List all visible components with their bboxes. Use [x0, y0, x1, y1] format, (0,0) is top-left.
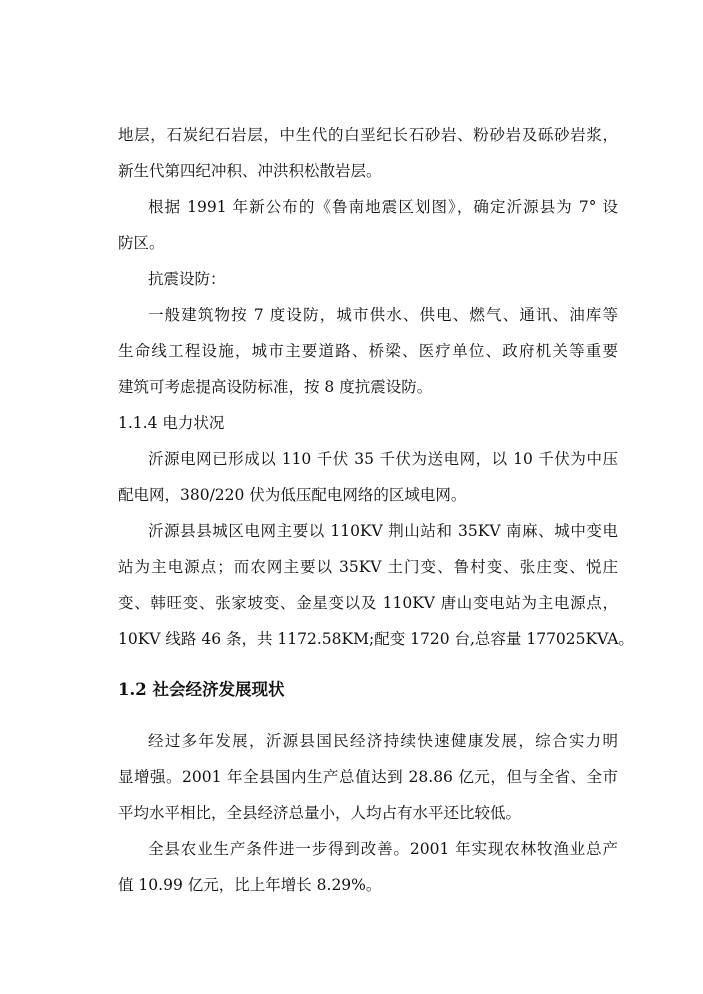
paragraph-grid-line-1: 沂源电网已形成以 110 千伏 35 千伏为送电网，以 10 千伏为中压	[148, 450, 618, 468]
paragraph-defense-line-1: 一般建筑物按 7 度设防，城市供水、供电、燃气、通讯、油库等	[148, 306, 618, 324]
paragraph-geology-line-2: 新生代第四纪冲积、冲洪积松散岩层。	[118, 162, 382, 180]
paragraph-defense-line-2: 生命线工程设施，城市主要道路、桥梁、医疗单位、政府机关等重要	[118, 342, 618, 360]
paragraph-substation-line-1: 沂源县县城区电网主要以 110KV 荆山站和 35KV 南麻、城中变电	[148, 522, 618, 540]
paragraph-economy-line-3: 平均水平相比，全县经济总量小，人均占有水平还比较低。	[118, 804, 522, 822]
paragraph-seismic-line-2: 防区。	[118, 234, 165, 252]
section-heading-power: 1.1.4 电力状况	[118, 414, 225, 432]
paragraph-seismic-line-1: 根据 1991 年新公布的《鲁南地震区划图》，确定沂源县为 7° 设	[148, 198, 618, 216]
paragraph-grid-line-2: 配电网，380/220 伏为低压配电网络的区域电网。	[118, 486, 467, 504]
paragraph-agriculture-line-1: 全县农业生产条件进一步得到改善。2001 年实现农林牧渔业总产	[148, 840, 618, 858]
paragraph-economy-line-2: 显增强。2001 年全县国内生产总值达到 28.86 亿元，但与全省、全市	[118, 768, 618, 786]
section-heading-economy: 1.2 社会经济发展现状	[118, 680, 285, 699]
seismic-defense-label: 抗震设防：	[148, 270, 226, 288]
paragraph-substation-line-3: 变、韩旺变、张家坡变、金星变以及 110KV 唐山变电站为主电源点，	[118, 594, 618, 612]
paragraph-substation-line-4: 10KV 线路 46 条，共 1172.58KM;配变 1720 台,总容量 177025KVA。	[118, 630, 634, 648]
paragraph-economy-line-1: 经过多年发展，沂源县国民经济持续快速健康发展，综合实力明	[148, 732, 618, 750]
paragraph-defense-line-3: 建筑可考虑提高设防标准，按 8 度抗震设防。	[118, 378, 433, 396]
paragraph-agriculture-line-2: 值 10.99 亿元，比上年增长 8.29%。	[118, 876, 382, 894]
paragraph-geology-line-1: 地层，石炭纪石岩层，中生代的白垩纪长石砂岩、粉砂岩及砾砂岩浆，	[118, 126, 618, 144]
paragraph-substation-line-2: 站为主电源点；而农网主要以 35KV 土门变、鲁村变、张庄变、悦庄	[118, 558, 618, 576]
